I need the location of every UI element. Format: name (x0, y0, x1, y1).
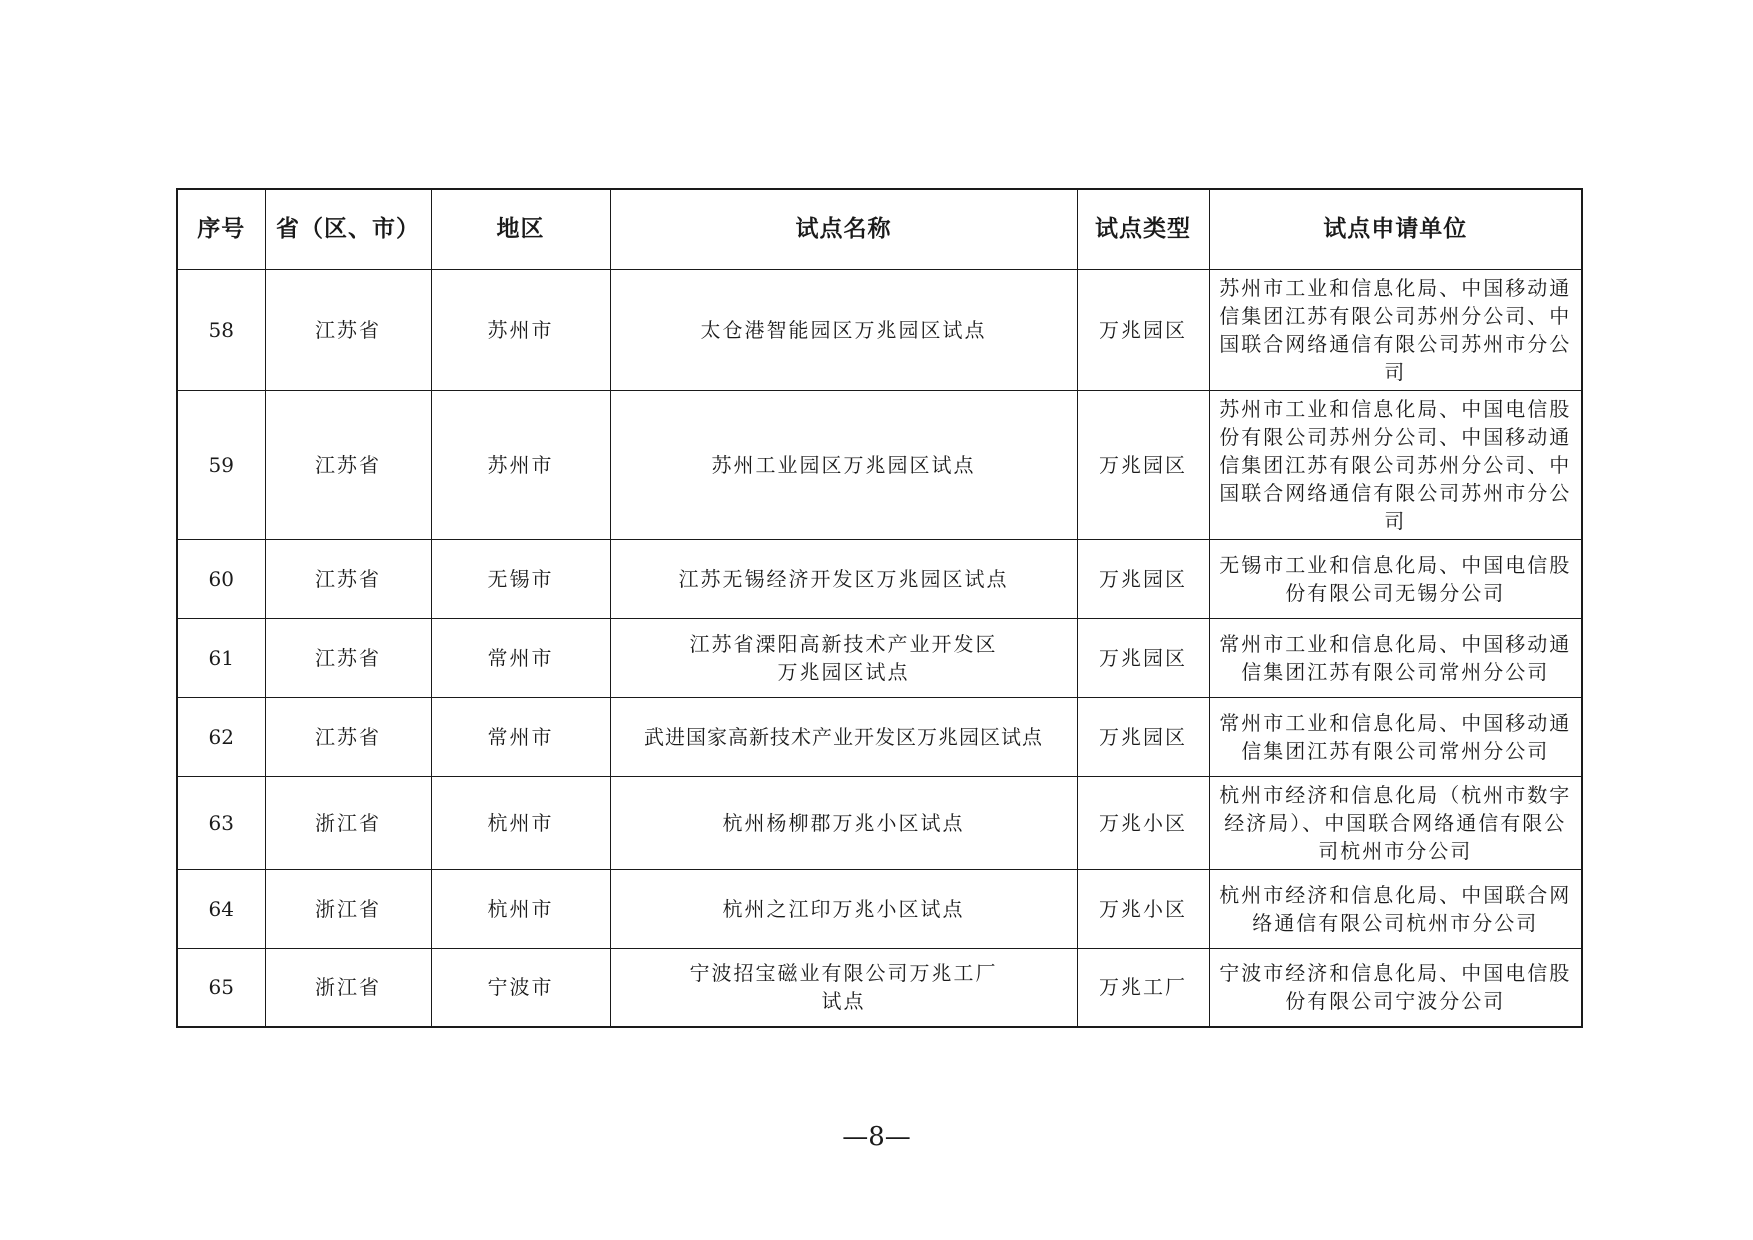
cell-serial: 65 (177, 948, 265, 1027)
table-row (177, 869, 1582, 948)
cell-region: 常州市 (431, 618, 610, 697)
cell-region: 杭州市 (431, 776, 610, 869)
cell-region: 无锡市 (431, 539, 610, 618)
cell-applicant: 苏州市工业和信息化局、中国电信股份有限公司苏州分公司、中国移动通信集团江苏有限公司苏州分公司、中国联合网络通信有限公司苏州市分公司 (1209, 390, 1582, 539)
cell-pilot-name: 宁波招宝磁业有限公司万兆工厂 试点 (610, 948, 1077, 1027)
cell-applicant: 杭州市经济和信息化局（杭州市数字经济局）、中国联合网络通信有限公司杭州市分公司 (1209, 776, 1582, 869)
table-row (177, 539, 1582, 618)
cell-pilot-type: 万兆小区 (1077, 869, 1209, 948)
table-row (177, 776, 1582, 869)
cell-applicant: 杭州市经济和信息化局、中国联合网络通信有限公司杭州市分公司 (1209, 869, 1582, 948)
cell-pilot-name: 武进国家高新技术产业开发区万兆园区试点 (610, 697, 1077, 776)
header-pilot-type: 试点类型 (1077, 189, 1209, 269)
cell-serial: 59 (177, 390, 265, 539)
header-province: 省（区、市） (265, 189, 431, 269)
cell-pilot-type: 万兆小区 (1077, 776, 1209, 869)
cell-pilot-name: 太仓港智能园区万兆园区试点 (610, 269, 1077, 390)
cell-region: 宁波市 (431, 948, 610, 1027)
table-row (177, 269, 1582, 390)
cell-pilot-type: 万兆园区 (1077, 539, 1209, 618)
table-header-row (177, 189, 1582, 269)
cell-province: 江苏省 (265, 618, 431, 697)
cell-province: 江苏省 (265, 269, 431, 390)
cell-pilot-type: 万兆园区 (1077, 269, 1209, 390)
cell-region: 杭州市 (431, 869, 610, 948)
cell-pilot-name: 江苏省溧阳高新技术产业开发区 万兆园区试点 (610, 618, 1077, 697)
header-applicant: 试点申请单位 (1209, 189, 1582, 269)
cell-pilot-type: 万兆园区 (1077, 697, 1209, 776)
cell-applicant: 常州市工业和信息化局、中国移动通信集团江苏有限公司常州分公司 (1209, 618, 1582, 697)
header-region: 地区 (431, 189, 610, 269)
header-pilot-name: 试点名称 (610, 189, 1077, 269)
table-row (177, 697, 1582, 776)
table-row (177, 948, 1582, 1027)
cell-province: 浙江省 (265, 948, 431, 1027)
cell-applicant: 苏州市工业和信息化局、中国移动通信集团江苏有限公司苏州分公司、中国联合网络通信有限公司苏州市分公司 (1209, 269, 1582, 390)
cell-province: 江苏省 (265, 390, 431, 539)
table-row (177, 618, 1582, 697)
cell-region: 苏州市 (431, 269, 610, 390)
cell-pilot-type: 万兆工厂 (1077, 948, 1209, 1027)
cell-applicant: 无锡市工业和信息化局、中国电信股份有限公司无锡分公司 (1209, 539, 1582, 618)
header-serial: 序号 (177, 189, 265, 269)
cell-pilot-type: 万兆园区 (1077, 390, 1209, 539)
cell-province: 浙江省 (265, 869, 431, 948)
cell-province: 浙江省 (265, 776, 431, 869)
cell-pilot-name: 杭州杨柳郡万兆小区试点 (610, 776, 1077, 869)
cell-serial: 64 (177, 869, 265, 948)
cell-pilot-name: 杭州之江印万兆小区试点 (610, 869, 1077, 948)
page-number: —8— (842, 1122, 911, 1152)
cell-serial: 61 (177, 618, 265, 697)
cell-applicant: 宁波市经济和信息化局、中国电信股份有限公司宁波分公司 (1209, 948, 1582, 1027)
cell-applicant: 常州市工业和信息化局、中国移动通信集团江苏有限公司常州分公司 (1209, 697, 1582, 776)
cell-serial: 62 (177, 697, 265, 776)
cell-pilot-name: 江苏无锡经济开发区万兆园区试点 (610, 539, 1077, 618)
cell-pilot-type: 万兆园区 (1077, 618, 1209, 697)
cell-province: 江苏省 (265, 539, 431, 618)
cell-region: 苏州市 (431, 390, 610, 539)
table-row (177, 390, 1582, 539)
pilot-list-table (176, 188, 1583, 1028)
cell-serial: 63 (177, 776, 265, 869)
cell-pilot-name: 苏州工业园区万兆园区试点 (610, 390, 1077, 539)
cell-region: 常州市 (431, 697, 610, 776)
cell-province: 江苏省 (265, 697, 431, 776)
cell-serial: 58 (177, 269, 265, 390)
cell-serial: 60 (177, 539, 265, 618)
